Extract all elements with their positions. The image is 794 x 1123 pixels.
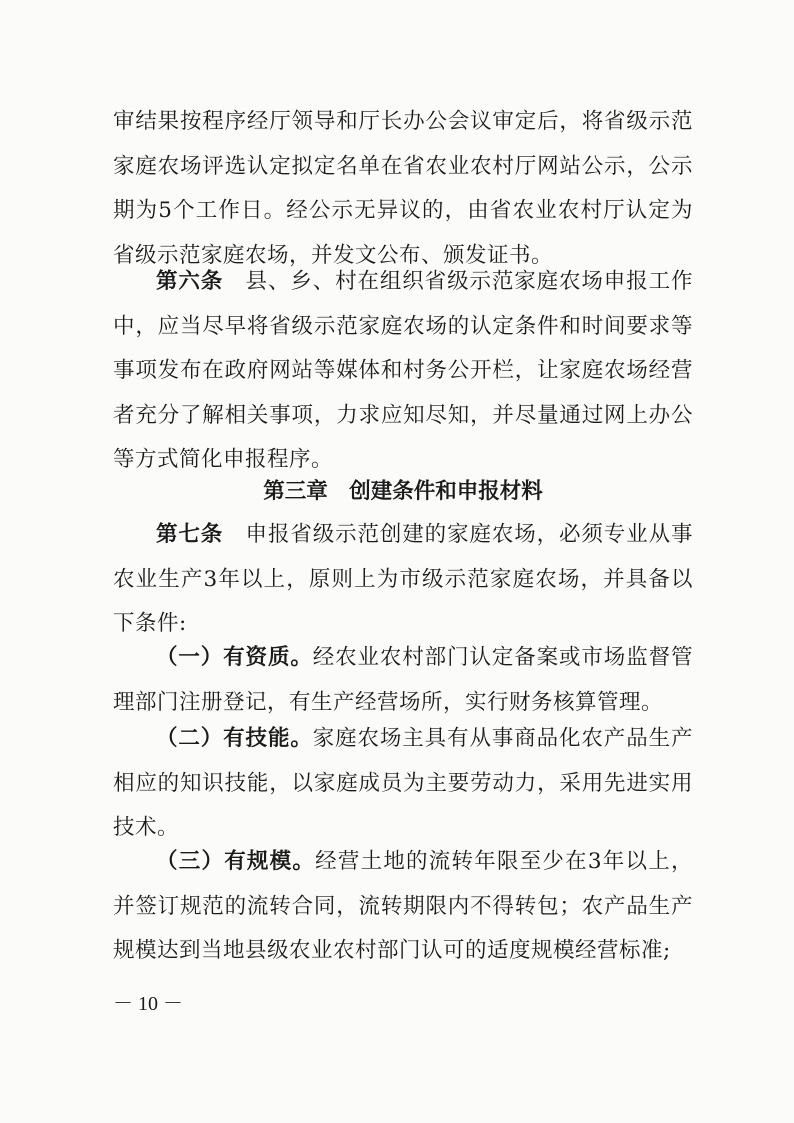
item-2-text: 家庭农场主具有从事商品化农产品生产相应的知识技能，以家庭成员为主要劳动力，采用先进实用技术。 xyxy=(113,726,693,840)
item-3-text: 经营土地的流转年限至少在3年以上，并签订规范的流转合同，流转期限内不得转包；农产品生产规模达到当地县级农业农村部门认可的适度规模经营标准; xyxy=(113,849,693,963)
item-1-text: 经农业农村部门认定备案或市场监督管理部门注册登记，有生产经营场所，实行财务核算管理。 xyxy=(113,645,693,715)
item-3-label: （三）有规模。 xyxy=(156,849,316,874)
paragraph-review-result xyxy=(113,100,693,278)
item-1-label: （一）有资质。 xyxy=(156,645,313,670)
item-qualification xyxy=(113,636,693,725)
article-6-label: 第六条 xyxy=(156,269,224,294)
paragraph-text: 审结果按程序经厅领导和厅长办公会议审定后，将省级示范家庭农场评选认定拟定名单在省农业农村厅网站公示，公示期为5个工作日。经公示无异议的，由省农业农村厅认定为省级示范家庭农场，并发文公布、颁发证书。 xyxy=(113,109,693,268)
item-2-label: （二）有技能。 xyxy=(156,726,313,751)
article-6-text: 县、乡、村在组织省级示范家庭农场申报工作中，应当尽早将省级示范家庭农场的认定条件和时间要求等事项发布在政府网站等媒体和村务公开栏，让家庭农场经营者充分了解相关事项，力求应知尽知，并尽量通过网上办公等方式简化申报程序。 xyxy=(113,269,693,472)
item-skills xyxy=(113,717,693,851)
article-7-text: 申报省级示范创建的家庭农场，必须专业从事农业生产3年以上，原则上为市级示范家庭农场，并具备以下条件: xyxy=(113,522,693,636)
article-6 xyxy=(113,260,693,483)
article-7 xyxy=(113,513,693,647)
page-number: － 10 － xyxy=(113,993,183,1015)
article-7-label: 第七条 xyxy=(156,522,224,547)
item-scale xyxy=(113,840,693,974)
chapter-3-heading: 第三章 创建条件和申报材料 xyxy=(263,479,543,504)
